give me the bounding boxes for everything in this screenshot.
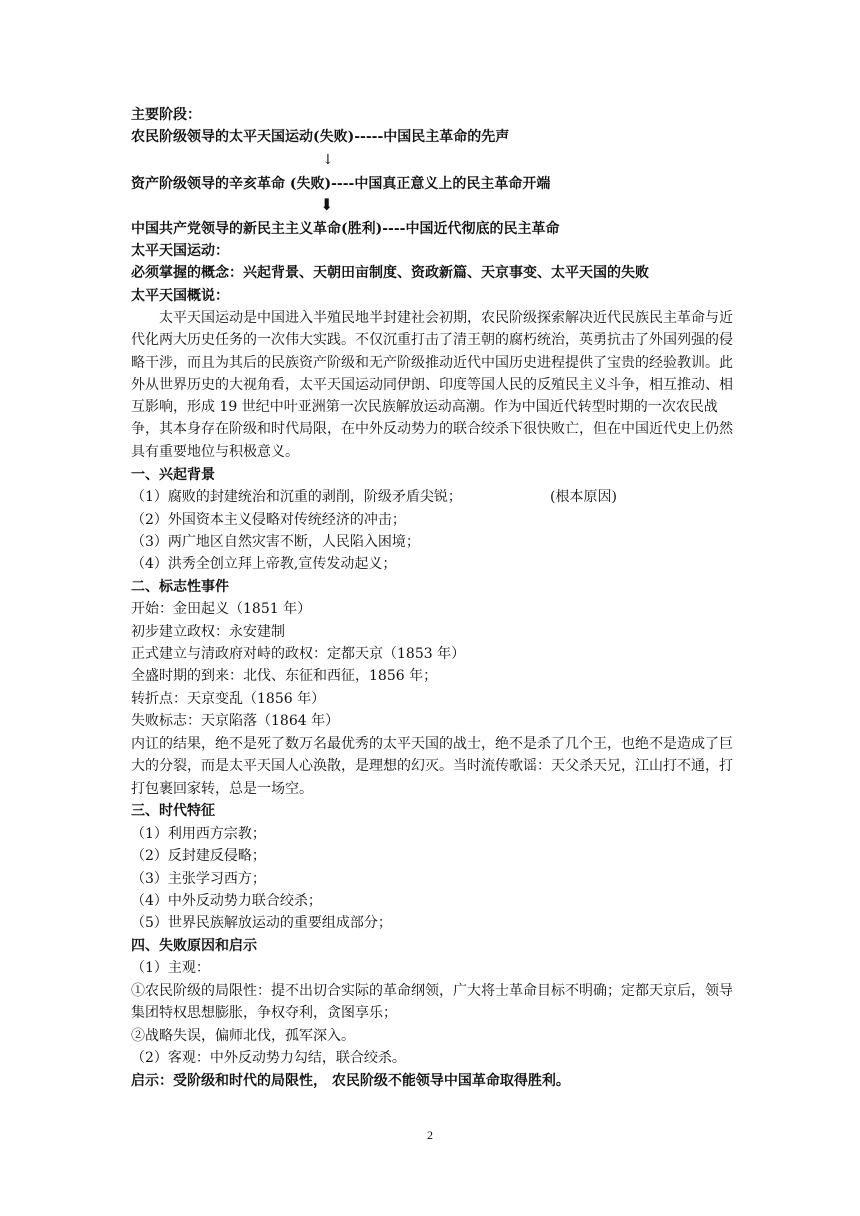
section1-title: 一、兴起背景 bbox=[131, 467, 215, 483]
section3-title: 三、时代特征 bbox=[131, 803, 215, 819]
event-item-5: 转折点：天京变乱（1856 年） bbox=[131, 691, 326, 707]
reason-1: ①农民阶级的局限性：提不出切合实际的革命纲领，广大将士革命目标不明确；定都天京后，领导集团特权思想膨胀，争权夺利，贪图享乐； bbox=[131, 983, 733, 1022]
subjective-label: （1）主观： bbox=[131, 960, 210, 976]
event-item-4: 全盛时期的到来：北伐、东征和西征，1856 年； bbox=[131, 668, 438, 684]
lesson-line: 启示：受阶级和时代的局限性， 农民阶级不能领导中国革命取得胜利。 bbox=[131, 1073, 570, 1089]
stage-taiping: 农民阶级领导的太平天国运动(失败)-----中国民主革命的先声 bbox=[131, 129, 510, 145]
down-arrow-icon: ↓ bbox=[322, 152, 334, 168]
stage-xinhai: 资产阶级领导的辛亥革命 (失败)----中国真正意义上的民主革命开端 bbox=[131, 176, 551, 192]
feature-item-1: （1）利用西方宗教； bbox=[131, 826, 266, 842]
bg-item-3: （3）两广地区自然灾害不断，人民陷入困境； bbox=[131, 534, 420, 550]
feature-item-3: （3）主张学习西方； bbox=[131, 871, 266, 887]
stage-new-democratic: 中国共产党领导的新民主主义革命(胜利)----中国近代彻底的民主革命 bbox=[131, 221, 560, 237]
feature-item-2: （2）反封建反侵略； bbox=[131, 848, 266, 864]
down-arrow-bold-icon: ⬇ bbox=[320, 195, 334, 214]
feature-item-5: （5）世界民族解放运动的重要组成部分； bbox=[131, 915, 392, 931]
event-item-1: 开始：金田起义（1851 年） bbox=[131, 601, 312, 617]
section2-title: 二、标志性事件 bbox=[131, 579, 229, 595]
event-item-6: 失败标志：天京陷落（1864 年） bbox=[131, 713, 340, 729]
overview-paragraph: 太平天国运动是中国进入半殖民地半封建社会初期，农民阶级探索解决近代民族民主革命与近代化两大历史任务的一次伟大实践。不仅沉重打击了清王朝的腐朽统治，英勇抗击了外国列强的侵略干涉，而且为其后的民族资产阶级和无产阶级推动近代中国历史进程提供了宝贵的经验教训。此外从世界历史的大视角看，太平天国运动同伊朗、印度等国人民的反殖民主义斗争，相互推动、相互影响，形成 19 世纪中叶亚洲第一次民族解放运动高潮。作为中国近代转型时期的一次农民战争，其本身存在阶级和时代局限，在中外反动势力的联合绞杀下很快败亡，但在中国近代史上仍然具有重要地位与积极意义。 bbox=[131, 310, 733, 460]
overview-title: 太平天国概说： bbox=[131, 288, 229, 304]
section4-title: 四、失败原因和启示 bbox=[131, 938, 257, 954]
objective-reason: （2）客观：中外反动势力勾结，联合绞杀。 bbox=[131, 1050, 406, 1066]
event-item-3: 正式建立与清政府对峙的政权：定都天京（1853 年） bbox=[131, 646, 466, 662]
bg-item-4: （4）洪秀全创立拜上帝教,宣传发动起义； bbox=[131, 556, 397, 572]
stages-heading: 主要阶段： bbox=[131, 107, 201, 123]
taiping-title: 太平天国运动： bbox=[131, 243, 229, 259]
page-number: 2 bbox=[427, 1128, 433, 1142]
bg-item-2: （2）外国资本主义侵略对传统经济的冲击； bbox=[131, 512, 406, 528]
reason-2: ②战略失误，偏师北伐，孤军深入。 bbox=[131, 1028, 355, 1044]
tianjing-note: 内讧的结果，绝不是死了数万名最优秀的太平天国的战士，绝不是杀了几个王，也绝不是造成了巨大的分裂，而是太平天国人心涣散，是理想的幻灭。当时流传歌谣：天父杀天兄，江山打不通，打打包裹回家转，总是一场空。 bbox=[131, 736, 733, 797]
feature-item-4: （4）中外反动势力联合绞杀； bbox=[131, 893, 322, 909]
bg-item-1: （1）腐败的封建统治和沉重的剥削，阶级矛盾尖锐； bbox=[131, 489, 462, 505]
event-item-2: 初步建立政权：永安建制 bbox=[131, 624, 285, 640]
root-cause-tag: (根本原因) bbox=[550, 489, 617, 505]
concepts-line: 必须掌握的概念：兴起背景、天朝田亩制度、资政新篇、天京事变、太平天国的失败 bbox=[131, 265, 649, 281]
